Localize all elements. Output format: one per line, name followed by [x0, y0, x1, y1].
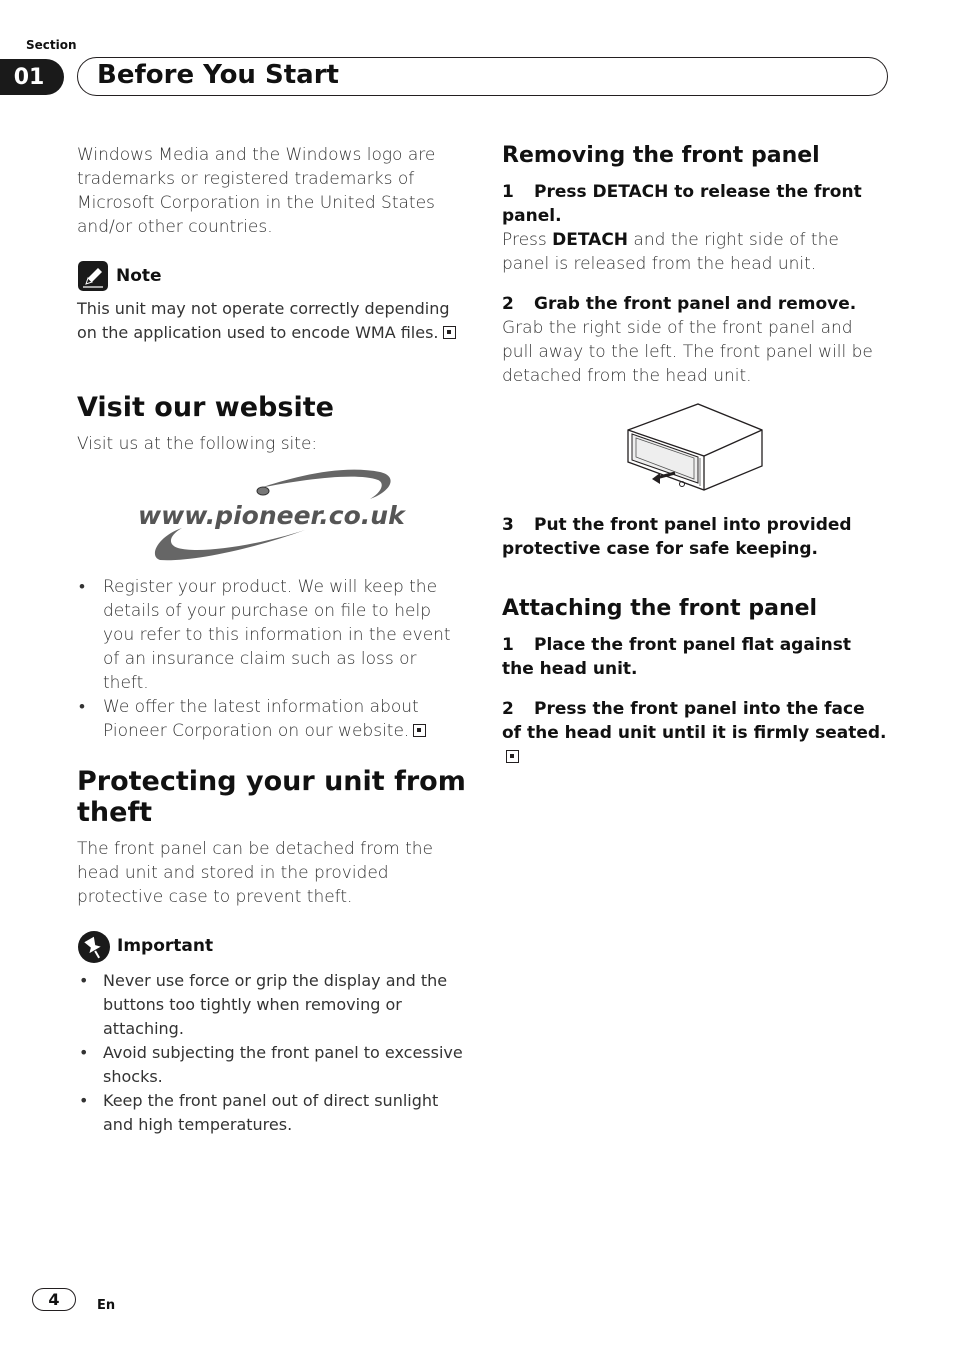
attaching-step-2-title — [502, 697, 887, 769]
section-title: Before You Start — [97, 60, 339, 90]
text-part: Press — [502, 230, 553, 250]
removing-step-2-text: Grab the right side of the front panel and pull away to the left. The front panel will be detached from the head unit. — [502, 318, 873, 386]
language-code: En — [97, 1298, 116, 1313]
note-text-content: This unit may not operate correctly depending on the application used to encode WMA files. — [77, 299, 450, 342]
theft-heading: Protecting your unit from theft — [77, 766, 466, 828]
list-item: • Never use force or grip the display and the buttons too tightly when removing or attaching. — [77, 969, 467, 1041]
list-item-text: We offer the latest information about Pioneer Corporation on our website. — [103, 697, 419, 741]
attaching-step-1-title — [502, 633, 887, 681]
end-mark-icon — [413, 724, 426, 737]
website-intro: Visit us at the following site: — [77, 434, 318, 454]
section-number-badge: 01 — [0, 59, 64, 95]
page-number: 4 — [32, 1288, 76, 1311]
trademark-paragraph: Windows Media and the Windows logo are trademarks or registered trademarks of Microsoft Corporation in the United States and/or other countries. — [77, 145, 436, 237]
step-title: Press the front panel into the face of the head unit until it is firmly seated. — [502, 699, 887, 743]
list-item: • Keep the front panel out of direct sunlight and high temperatures. — [77, 1089, 467, 1137]
important-label: Important — [117, 936, 214, 956]
note-text — [77, 297, 467, 345]
step-number: 2 — [502, 294, 514, 314]
step-title: Put the front panel into provided protective case for safe keeping. — [502, 515, 852, 559]
website-bullet-list — [77, 575, 467, 743]
section-label: Section — [26, 38, 77, 52]
step-title: Press DETACH to release the front panel. — [502, 182, 862, 226]
removing-step-3-title — [502, 513, 887, 561]
list-item: • Register your product. We will keep the details of your purchase on file to help you refer to this information in the event of an insurance claim such as loss or theft. — [77, 575, 467, 695]
removing-step-1-title — [502, 180, 882, 228]
detach-button-label: DETACH — [552, 230, 629, 250]
theft-paragraph: The front panel can be detached from the head unit and stored in the provided protective case to prevent theft. — [77, 839, 434, 907]
step-title: Grab the front panel and remove. — [534, 294, 857, 314]
text-part: and the right side of the panel is released from the head unit. — [502, 230, 839, 274]
important-bullet-list — [77, 969, 467, 1137]
note-header — [77, 260, 162, 292]
list-item: • Avoid subjecting the front panel to excessive shocks. — [77, 1041, 467, 1089]
step-title: Place the front panel flat against the head unit. — [502, 635, 851, 679]
step-number: 2 — [502, 699, 514, 719]
step-number: 1 — [502, 182, 514, 202]
end-mark-icon — [443, 326, 456, 339]
pencil-note-icon — [77, 260, 109, 292]
removing-step-2-title — [502, 292, 882, 316]
logo-text: www.pioneer.co.uk — [138, 501, 405, 530]
important-pin-icon — [77, 930, 109, 962]
pioneer-website-logo — [130, 466, 410, 566]
step-number: 1 — [502, 635, 514, 655]
step-number: 3 — [502, 515, 514, 535]
removing-heading: Removing the front panel — [502, 143, 820, 168]
list-item — [77, 695, 467, 743]
head-unit-illustration — [620, 400, 770, 495]
end-mark-icon — [506, 750, 519, 763]
removing-step-1-text — [502, 228, 887, 276]
note-label: Note — [116, 266, 162, 286]
website-heading: Visit our website — [77, 392, 334, 423]
important-header — [77, 930, 213, 962]
attaching-heading: Attaching the front panel — [502, 596, 818, 621]
